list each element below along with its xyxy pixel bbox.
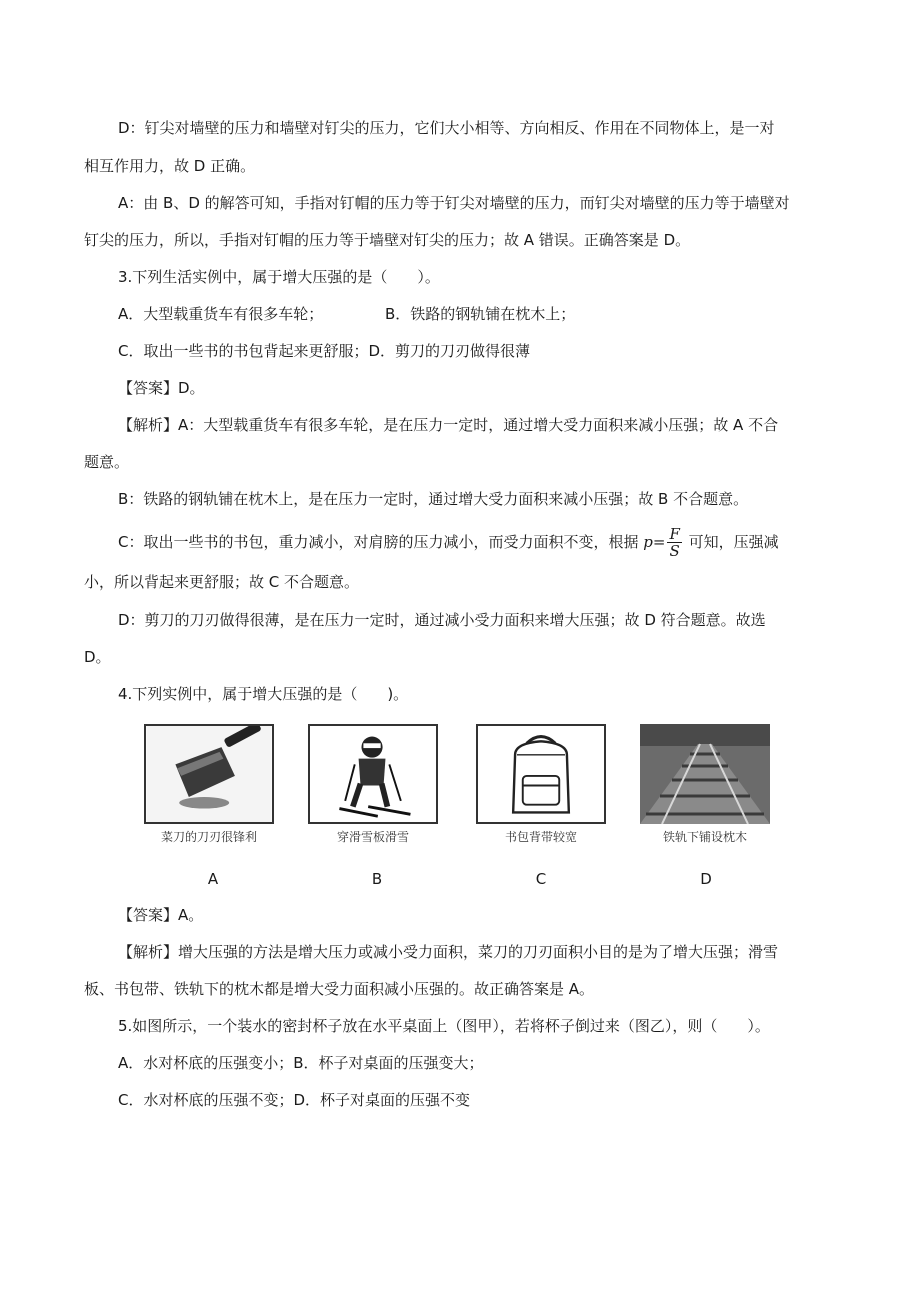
skier-icon	[308, 724, 438, 824]
text-line: D：剪刀的刀刃做得很薄，是在压力一定时，通过减小受力面积来增大压强；故 D 符合题意。故选	[118, 611, 766, 629]
text-line: B：铁路的钢轨铺在枕木上，是在压力一定时，通过增大受力面积来减小压强；故 B 不合题意。	[118, 490, 749, 508]
text-span: 可知，压强减	[688, 533, 779, 551]
backpack-icon	[476, 724, 606, 824]
question-4: 4.下列实例中，属于增大压强的是（ )。	[118, 685, 409, 703]
answer: 【答案】D。	[118, 379, 205, 397]
text-line: 钉尖的压力，所以，手指对钉帽的压力等于墙壁对钉尖的压力；故 A 错误。正确答案是 D。	[84, 231, 691, 249]
formula-p: p	[643, 533, 653, 551]
figure-caption: 菜刀的刀刃很锋利	[160, 830, 257, 844]
option-a: A．大型载重货车有很多车轮；	[118, 305, 324, 323]
figure-d	[640, 724, 770, 854]
text-line-with-formula	[118, 524, 779, 560]
text-line: D：钉尖对墙壁的压力和墙壁对钉尖的压力，它们大小相等、方向相反、作用在不同物体上，是一对	[118, 119, 775, 137]
formula-fraction	[667, 526, 681, 559]
figure-caption: 书包背带较宽	[504, 830, 577, 844]
text-line: A：由 B、D 的解答可知，手指对钉帽的压力等于钉尖对墙壁的压力，而钉尖对墙壁的压力等于墙壁对	[118, 194, 790, 212]
question-5: 5.如图所示，一个装水的密封杯子放在水平桌面上（图甲），若将杯子倒过来（图乙），则（ ）。	[118, 1017, 770, 1035]
figure-letter-d: D	[700, 870, 712, 888]
fraction-denominator: S	[669, 542, 680, 560]
question-3: 3.下列生活实例中，属于增大压强的是（ ）。	[118, 268, 440, 286]
text-line: 题意。	[84, 453, 130, 471]
answer: 【答案】A。	[118, 906, 204, 924]
fraction-numerator: F	[669, 525, 680, 543]
text-span: C：取出一些书的书包，重力减小，对肩膀的压力减小，而受力面积不变，根据	[118, 533, 639, 551]
figure-c	[476, 724, 606, 854]
text-line: 相互作用力，故 D 正确。	[84, 157, 256, 175]
options-cd: C．取出一些书的书包背起来更舒服；D．剪刀的刀刃做得很薄	[118, 342, 531, 360]
cleaver-icon	[144, 724, 274, 824]
figure-b	[308, 724, 438, 854]
figure-caption: 铁轨下铺设枕木	[662, 830, 747, 844]
options-ab: A．水对杯底的压强变小；B．杯子对桌面的压强变大；	[118, 1054, 484, 1072]
option-b: B．铁路的钢轨铺在枕木上；	[385, 305, 576, 323]
analysis: 【解析】增大压强的方法是增大压力或减小受力面积，菜刀的刀刃面积小目的是为了增大压强；滑雪	[118, 943, 779, 961]
text-line: D。	[84, 648, 111, 666]
formula-equals: =	[652, 533, 666, 551]
text-line: 小，所以背起来更舒服；故 C 不合题意。	[84, 573, 360, 591]
railway-icon	[640, 724, 770, 824]
figure-a	[144, 724, 274, 854]
figure-letter-c: C	[535, 870, 547, 888]
options-cd: C．水对杯底的压强不变；D．杯子对桌面的压强不变	[118, 1091, 471, 1109]
text-line: 板、书包带、铁轨下的枕木都是增大受力面积减小压强的。故正确答案是 A。	[84, 980, 595, 998]
analysis: 【解析】A：大型载重货车有很多车轮，是在压力一定时，通过增大受力面积来减小压强；故 A 不合	[118, 416, 779, 434]
figure-caption: 穿滑雪板滑雪	[336, 830, 409, 844]
figure-letter-a: A	[207, 870, 219, 888]
figure-letter-b: B	[371, 870, 383, 888]
